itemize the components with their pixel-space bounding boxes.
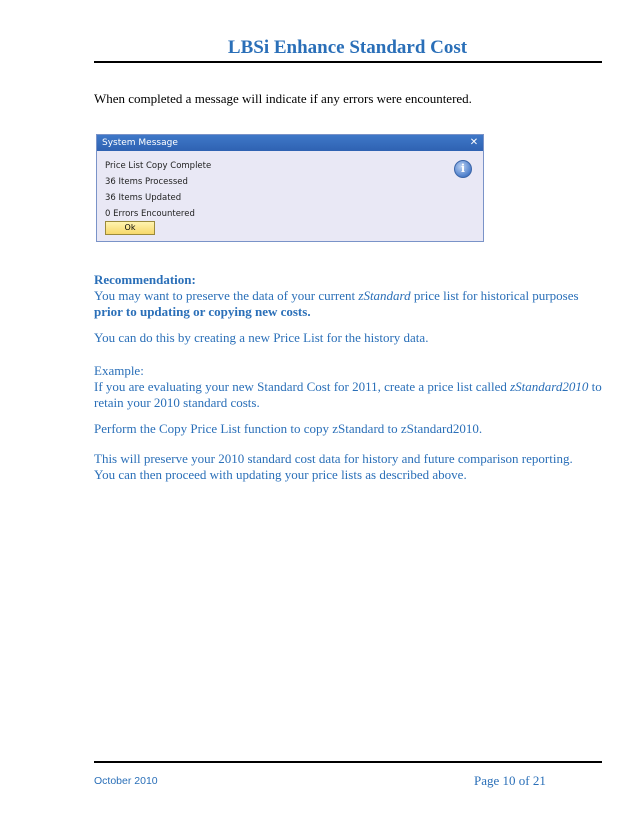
- footer-date: October 2010: [94, 775, 158, 787]
- text-run: You may want to preserve the data of your current: [94, 288, 359, 303]
- dialog-titlebar: [97, 135, 483, 151]
- history-paragraph: You can do this by creating a new Price List for the history data.: [94, 330, 429, 345]
- price-list-name: zStandard: [358, 288, 411, 303]
- preserve-paragraph: This will preserve your 2010 standard cost data for history and future comparison reporting. You can then proceed with updating your price lists as described above.: [94, 451, 573, 482]
- dialog-line: Price List Copy Complete: [105, 161, 212, 171]
- header-rule: [94, 61, 602, 63]
- page-number: Page 10 of 21: [474, 773, 546, 788]
- dialog-line: 36 Items Processed: [105, 177, 188, 187]
- emphasis-text: prior to updating or copying new costs.: [94, 304, 311, 319]
- text-run: to retain your 2010 standard costs.: [94, 379, 602, 410]
- text-run: price list for historical purposes: [410, 288, 579, 303]
- system-message-dialog: [96, 134, 484, 242]
- dialog-message: [105, 158, 211, 222]
- recommendation-paragraph: [94, 288, 604, 320]
- example-paragraph: [94, 379, 604, 411]
- dialog-line: 0 Errors Encountered: [105, 209, 195, 219]
- info-icon: i: [454, 160, 472, 178]
- ok-button[interactable]: Ok: [105, 221, 155, 235]
- price-list-name: zStandard2010: [510, 379, 589, 394]
- dialog-title: System Message: [102, 138, 178, 148]
- copy-instruction: Perform the Copy Price List function to copy zStandard to zStandard2010.: [94, 421, 483, 436]
- recommendation-heading: Recommendation:: [94, 272, 196, 287]
- text-run: If you are evaluating your new Standard Cost for 2011, create a price list called: [94, 379, 511, 394]
- dialog-line: 36 Items Updated: [105, 193, 182, 203]
- close-icon[interactable]: ✕: [469, 137, 479, 148]
- page-title: LBSi Enhance Standard Cost: [227, 37, 468, 58]
- intro-text: When completed a message will indicate if any errors were encountered.: [94, 91, 472, 106]
- footer-rule: [94, 761, 602, 763]
- example-heading: Example:: [94, 363, 144, 378]
